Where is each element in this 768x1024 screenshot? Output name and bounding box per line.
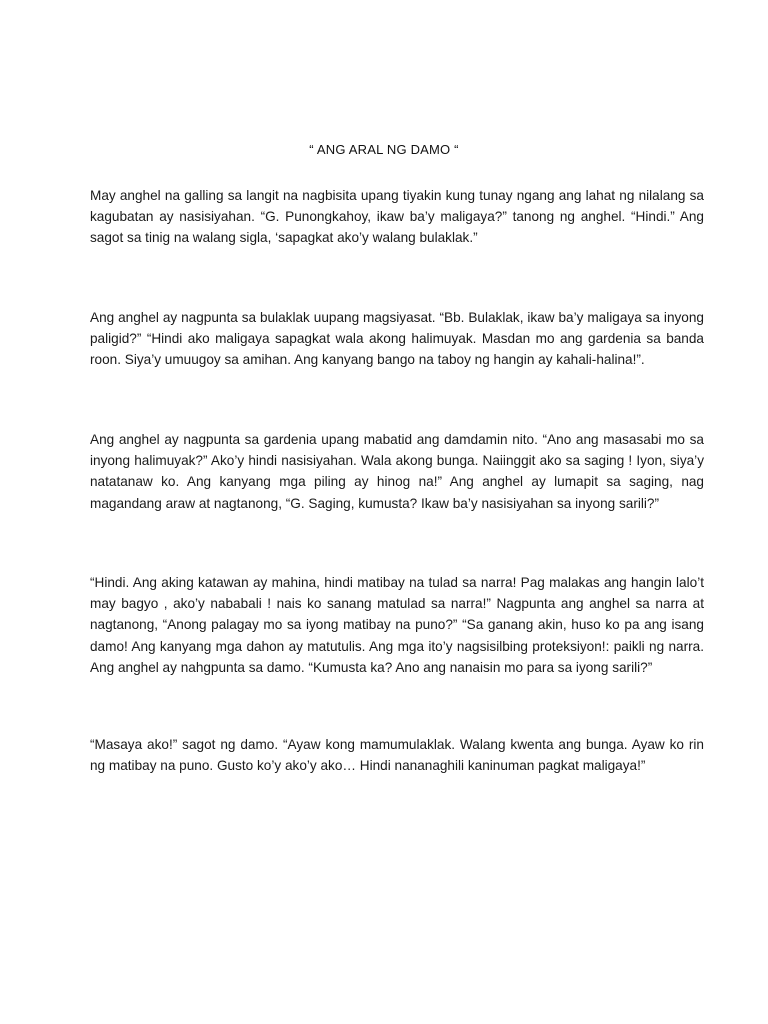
paragraph: “Masaya ako!” sagot ng damo. “Ayaw kong mamumulaklak. Walang kwenta ang bunga. Ayaw ko rin ng matibay na puno. Gusto ko’y ako’y ako… Hindi nananaghili kaninuman pagkat maligaya!” (90, 737, 704, 774)
paragraph: “Hindi. Ang aking katawan ay mahina, hindi matibay na tulad sa narra! Pag malakas ang hangin lalo’t may bagyo , ako’y nababali ! nais ko sanang matulad sa narra!” Nagpunta ang anghel sa narra at nagtanong, “Anong palagay mo sa iyong matibay na puno?” “Sa ganang akin, huso ko pa ang isang damo! Ang kanyang mga dahon ay matutulis. Ang mga ito’y nagsisilbing proteksiyon!: paikli ng narra. Ang anghel ay nahgpunta sa damo. “Kumusta ka? Ano ang nanaisin mo para sa iyong sarili?” (90, 575, 704, 675)
document-title: “ ANG ARAL NG DAMO “ (309, 142, 459, 157)
paragraph: Ang anghel ay nagpunta sa bulaklak uupang magsiyasat. “Bb. Bulaklak, ikaw ba’y maligaya sa inyong paligid?” “Hindi ako maligaya sapagkat wala akong halimuyak. Masdan mo ang gardenia sa banda roon. Siya’y umuugoy sa amihan. Ang kanyang bango na taboy ng hangin ay kahali-halina!”. (90, 310, 704, 368)
paragraph: Ang anghel ay nagpunta sa gardenia upang mabatid ang damdamin nito. “Ano ang masasabi mo sa inyong halimuyak?” Ako’y hindi nasisiyahan. Wala akong bunga. Naiinggit ako sa saging ! Iyon, siya’y natatanaw ko. Ang kanyang mga piling ay hinog na!” Ang anghel ay lumapit sa saging, nag magandang araw at nagtanong, “G. Saging, kumusta? Ikaw ba’y nasisiyahan sa inyong sarili?” (90, 432, 704, 511)
paragraph: May anghel na galling sa langit na nagbisita upang tiyakin kung tunay ngang ang lahat ng nilalang sa kagubatan ay nasisiyahan. “G. Punongkahoy, ikaw ba’y maligaya?” tanong ng anghel. “Hindi.” Ang sagot sa tinig na walang sigla, ‘sapagkat ako’y walang bulaklak.” (90, 188, 704, 246)
